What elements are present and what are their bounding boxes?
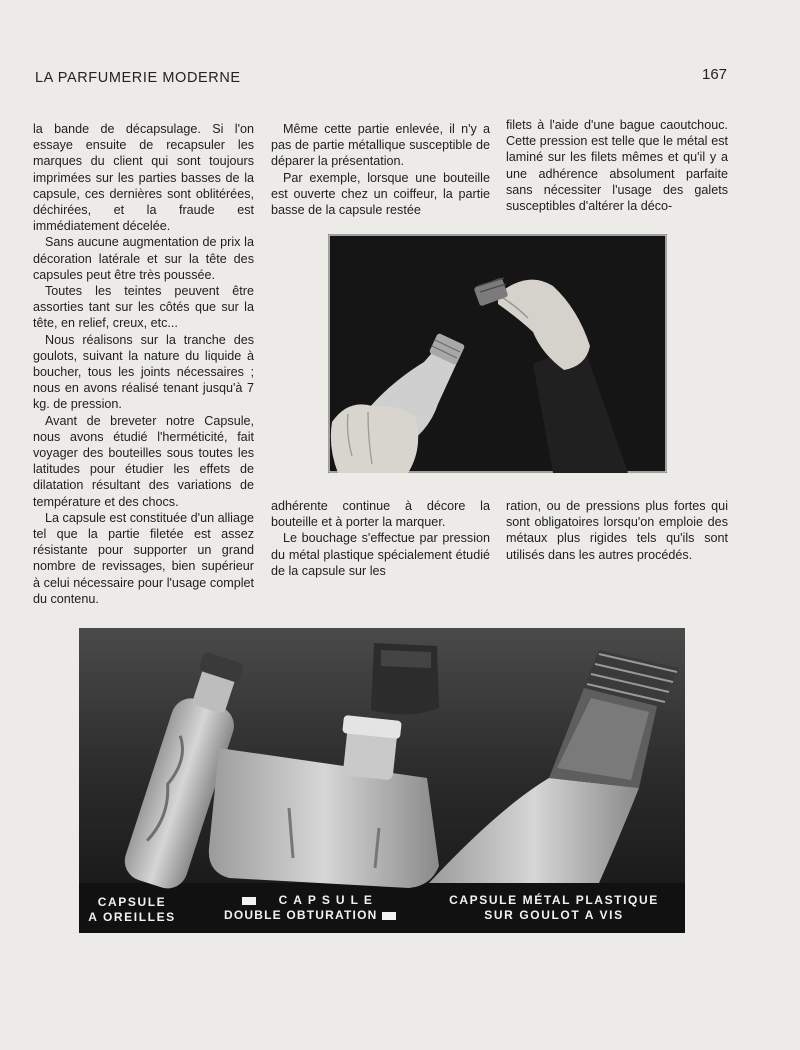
- paragraph: Par exemple, lorsque une bouteille est ouverte chez un coiffeur, la partie basse de la capsule restée: [271, 170, 490, 218]
- page-number: 167: [702, 66, 728, 83]
- paragraph: Sans aucune augmentation de prix la décoration latérale et sur la tête des capsules peut être très poussée.: [33, 235, 254, 282]
- paragraph: filets à l'aide d'une bague caoutchouc. Cette pression est telle que le métal est laminé sur les filets mêmes et qu'il y a une adhérence absolument parfaite sans nécessiter l'usage des galets susceptibles d'altérer la déco-: [506, 118, 728, 214]
- paragraph: Nous réalisons sur la tranche des goulots, suivant la nature du liquide à boucher, tous les joints nécessaires ; nous en avons réalisé tenant jusqu'à 7 kg. de pression.: [33, 332, 254, 412]
- paragraph: Avant de breveter notre Capsule, nous avons étudié l'herméticité, fait voyager des bouteilles sous toutes les latitudes pour étudier les effets de dilatation résultant des variations de température et des chocs.: [33, 413, 254, 509]
- text-column-left: [33, 121, 254, 607]
- caption-line: CAPSULE MÉTAL PLASTIQUE: [449, 893, 659, 907]
- caption-double-obturation: [210, 893, 410, 923]
- paragraph: Le bouchage s'effectue par pression du métal plastique spécialement étudié de la capsule sur les: [271, 531, 490, 578]
- photo-three-bottles: [79, 628, 685, 933]
- text-column-right-lower: [506, 498, 728, 563]
- caption-line: CAPSULE: [97, 895, 167, 909]
- caption-capsule-a-oreilles: [86, 895, 178, 925]
- caption-line: CAPSULE: [278, 893, 378, 907]
- caption-metal-plastique: [440, 893, 668, 923]
- text-column-middle: [271, 121, 490, 218]
- decorative-bar-icon: [382, 912, 396, 920]
- paragraph: Toutes les teintes peuvent être assorties tant sur les côtés que sur la tête, en relief, creux, etc...: [33, 284, 254, 331]
- paragraph: ration, ou de pressions plus fortes qui sont obligatoires lorsqu'on emploie des métaux plus rigides tels qu'ils sont utilisés dans les autres procédés.: [506, 499, 728, 562]
- running-header: LA PARFUMERIE MODERNE: [35, 70, 241, 86]
- caption-line: A OREILLES: [88, 910, 176, 924]
- text-column-middle-lower: [271, 498, 490, 579]
- paragraph: La capsule est constituée d'un alliage tel que la partie filetée est assez résistante pour supporter un grand nombre de revissages, bien supérieur à celui nécessaire pour l'usage complet du contenu.: [33, 510, 254, 606]
- paragraph: la bande de décapsulage. Si l'on essaye ensuite de recapsuler les marques du client qui sont toujours imprimées sur les parties basses de la capsule, ces dernières sont oblitérées, déchirées, et la fraude est immédiatement décelée.: [33, 122, 254, 234]
- photo-hand-capsule: [328, 234, 667, 473]
- paragraph: adhérente continue à décore la bouteille et à porter la marquer.: [271, 499, 490, 530]
- decorative-bar-icon: [242, 897, 256, 905]
- text-column-right: [506, 117, 728, 214]
- caption-line: SUR GOULOT A VIS: [484, 908, 624, 922]
- paragraph: Même cette partie enlevée, il n'y a pas de partie métallique susceptible de déparer la présentation.: [271, 122, 490, 169]
- caption-line: DOUBLE OBTURATION: [223, 908, 378, 922]
